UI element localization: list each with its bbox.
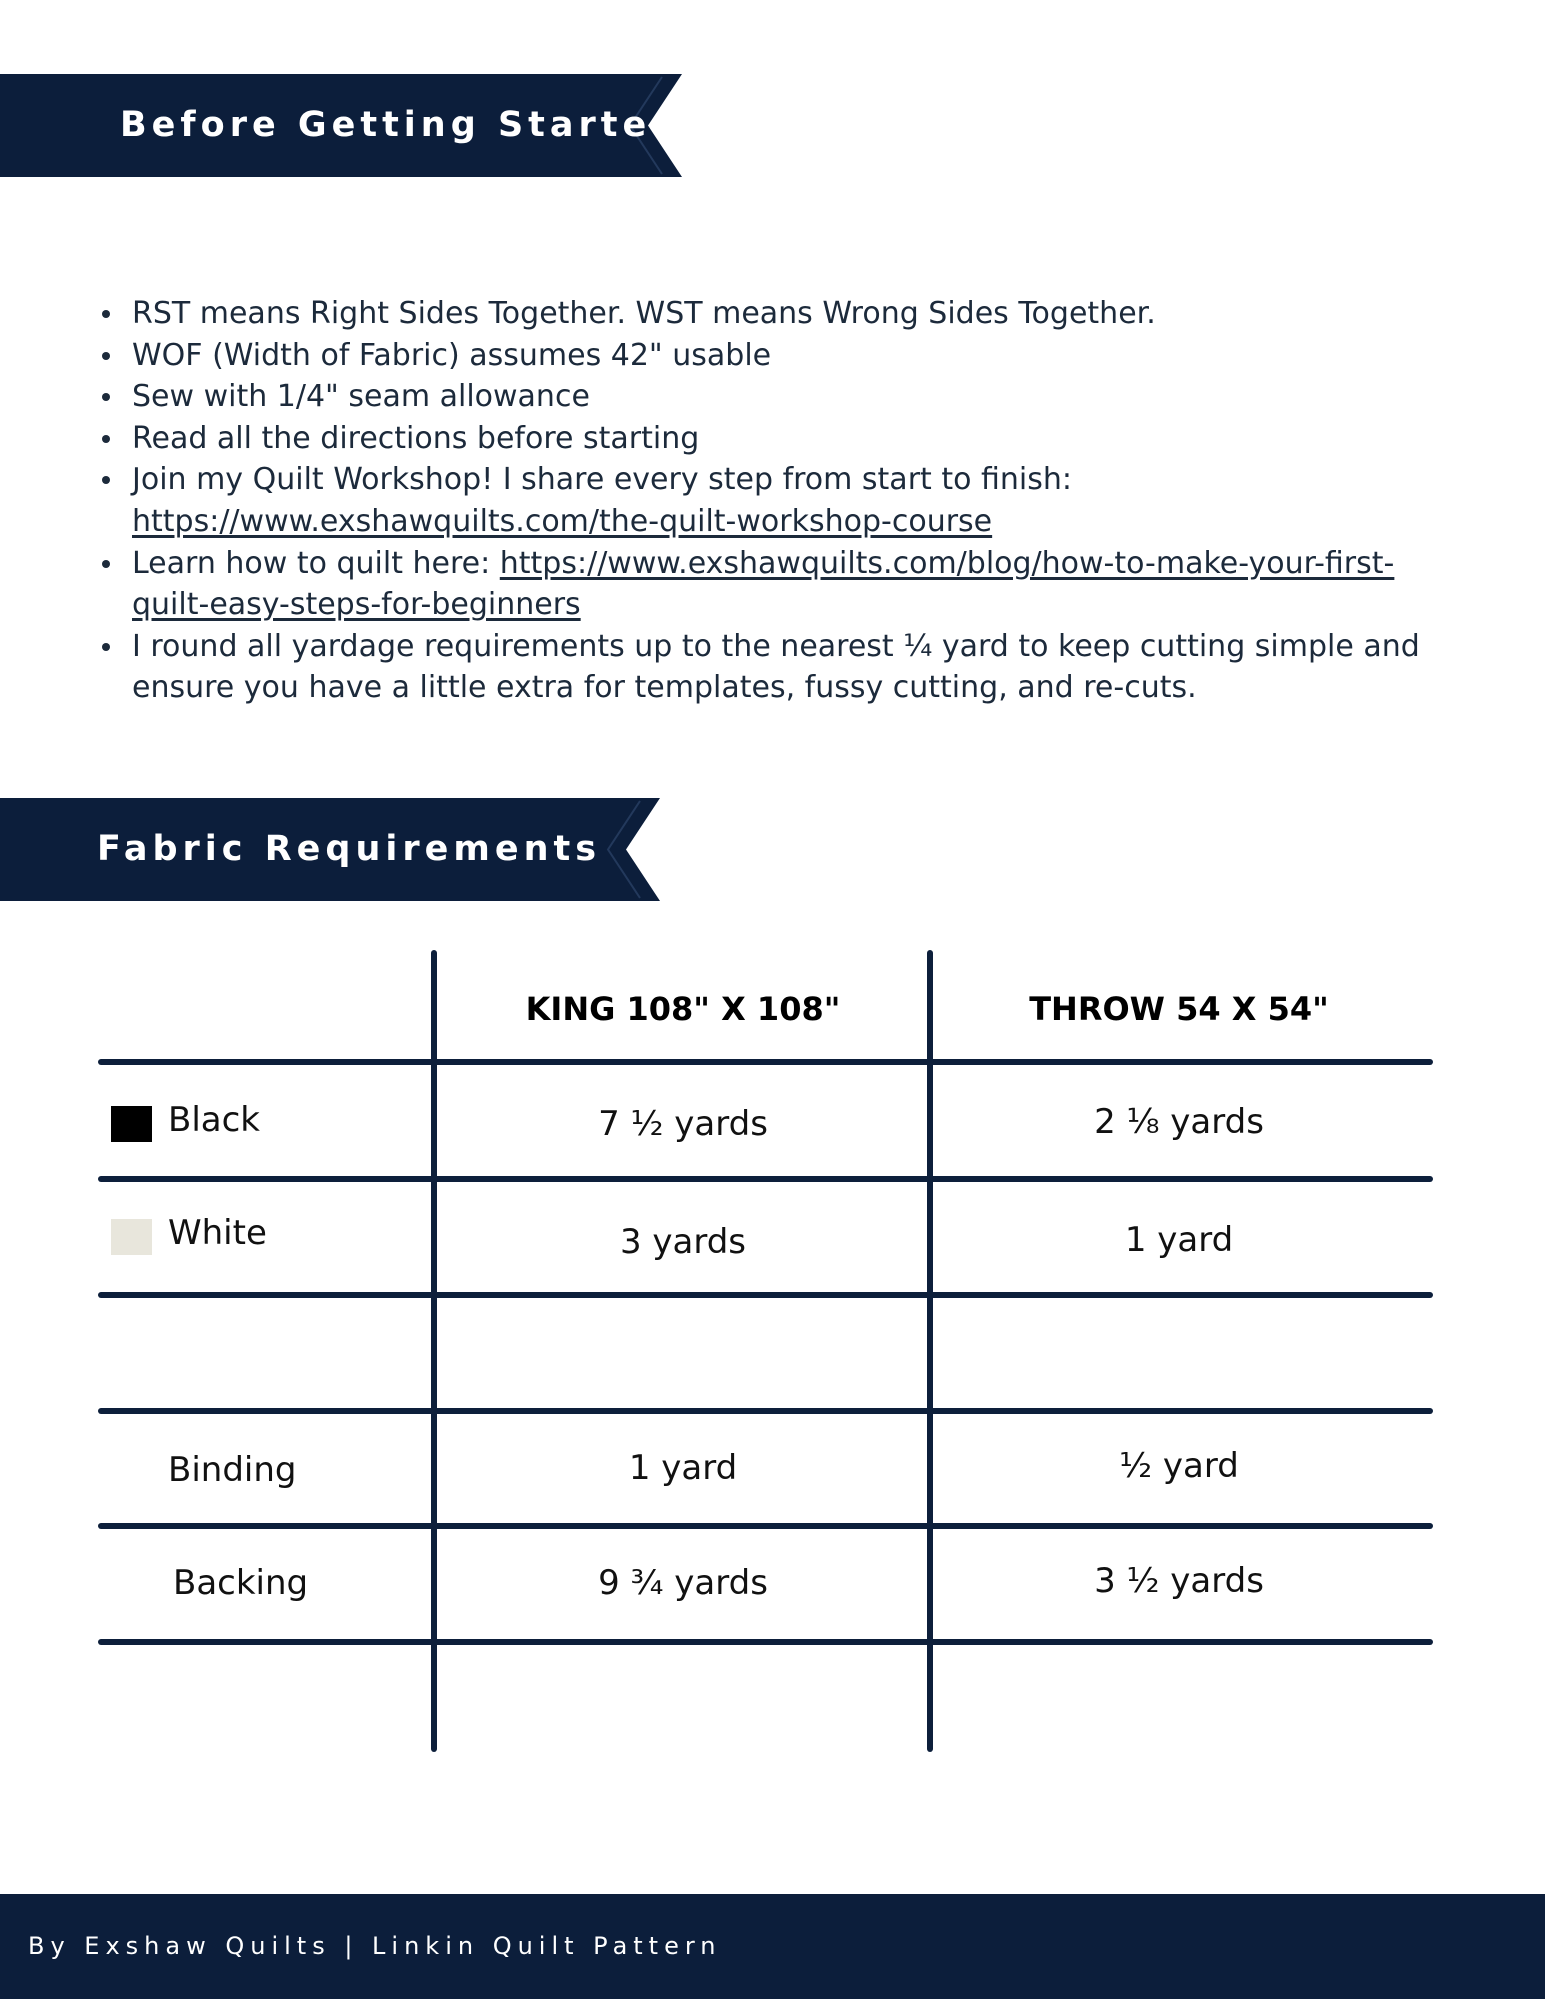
- king-yardage-white: 3 yards: [619, 1222, 747, 1262]
- note-text: Learn how to quilt here:: [132, 545, 491, 581]
- note-item: [132, 293, 1452, 335]
- throw-yardage-white: 1 yard: [1124, 1220, 1234, 1260]
- section-title-fabric: Fabric Requirements: [97, 829, 602, 869]
- note-item: [132, 543, 1452, 626]
- note-item: [132, 626, 1452, 709]
- king-yardage-black: 7 ½ yards: [598, 1104, 768, 1144]
- king-yardage-binding: 1 yard: [628, 1448, 738, 1488]
- throw-yardage-backing: 3 ½ yards: [1094, 1561, 1264, 1601]
- note-text: Join my Quilt Workshop! I share every step from start to finish:: [132, 462, 1072, 498]
- table-divider-horizontal: [98, 1639, 1433, 1645]
- note-text: Read all the directions before starting: [132, 420, 700, 456]
- table-divider-vertical: [431, 950, 437, 1752]
- black-fabric-swatch: [111, 1106, 152, 1142]
- throw-yardage-binding: ½ yard: [1119, 1446, 1239, 1486]
- note-item: [132, 376, 1452, 418]
- king-yardage-backing: 9 ¾ yards: [598, 1563, 768, 1603]
- throw-yardage-black: 2 ⅛ yards: [1094, 1102, 1264, 1142]
- table-divider-horizontal: [98, 1523, 1433, 1529]
- table-divider-horizontal: [98, 1176, 1433, 1182]
- workshop-link[interactable]: https://www.exshawquilts.com/the-quilt-workshop-course: [132, 503, 993, 539]
- note-text: WOF (Width of Fabric) assumes 42" usable: [132, 337, 772, 373]
- section-banner-before: [0, 74, 682, 177]
- row-label-binding: Binding: [168, 1450, 297, 1490]
- note-item: [132, 418, 1452, 460]
- note-item: [132, 335, 1452, 377]
- table-divider-horizontal: [98, 1408, 1433, 1414]
- section-title-before: Before Getting Started: [120, 105, 682, 145]
- learn-quilt-link[interactable]: https://www.exshawquilts.com/blog/how-to-make-your-first-quilt-easy-steps-for-beginners: [132, 545, 1395, 623]
- note-text: Sew with 1/4" seam allowance: [132, 379, 590, 415]
- white-fabric-swatch: [111, 1219, 152, 1255]
- row-label-white: White: [168, 1213, 267, 1253]
- table-divider-horizontal: [98, 1292, 1433, 1298]
- notes-list: [132, 293, 1452, 709]
- footer-bar: [0, 1894, 1545, 1999]
- note-text: RST means Right Sides Together. WST means Wrong Sides Together.: [132, 296, 1156, 331]
- row-label-backing: Backing: [173, 1563, 309, 1603]
- note-text: I round all yardage requirements up to the nearest ¼ yard to keep cutting simple and ensure you have a little extra for templates, fussy cutting, and re-cuts.: [132, 628, 1420, 706]
- table-divider-vertical: [927, 950, 933, 1752]
- column-header-throw: THROW 54 X 54": [1029, 990, 1329, 1028]
- note-item: [132, 459, 1452, 542]
- row-label-black: Black: [168, 1100, 260, 1140]
- section-banner-fabric: [0, 798, 660, 901]
- table-divider-horizontal: [98, 1059, 1433, 1065]
- footer-credit: By Exshaw Quilts | Linkin Quilt Pattern: [28, 1932, 722, 1960]
- column-header-king: KING 108" X 108": [525, 990, 841, 1028]
